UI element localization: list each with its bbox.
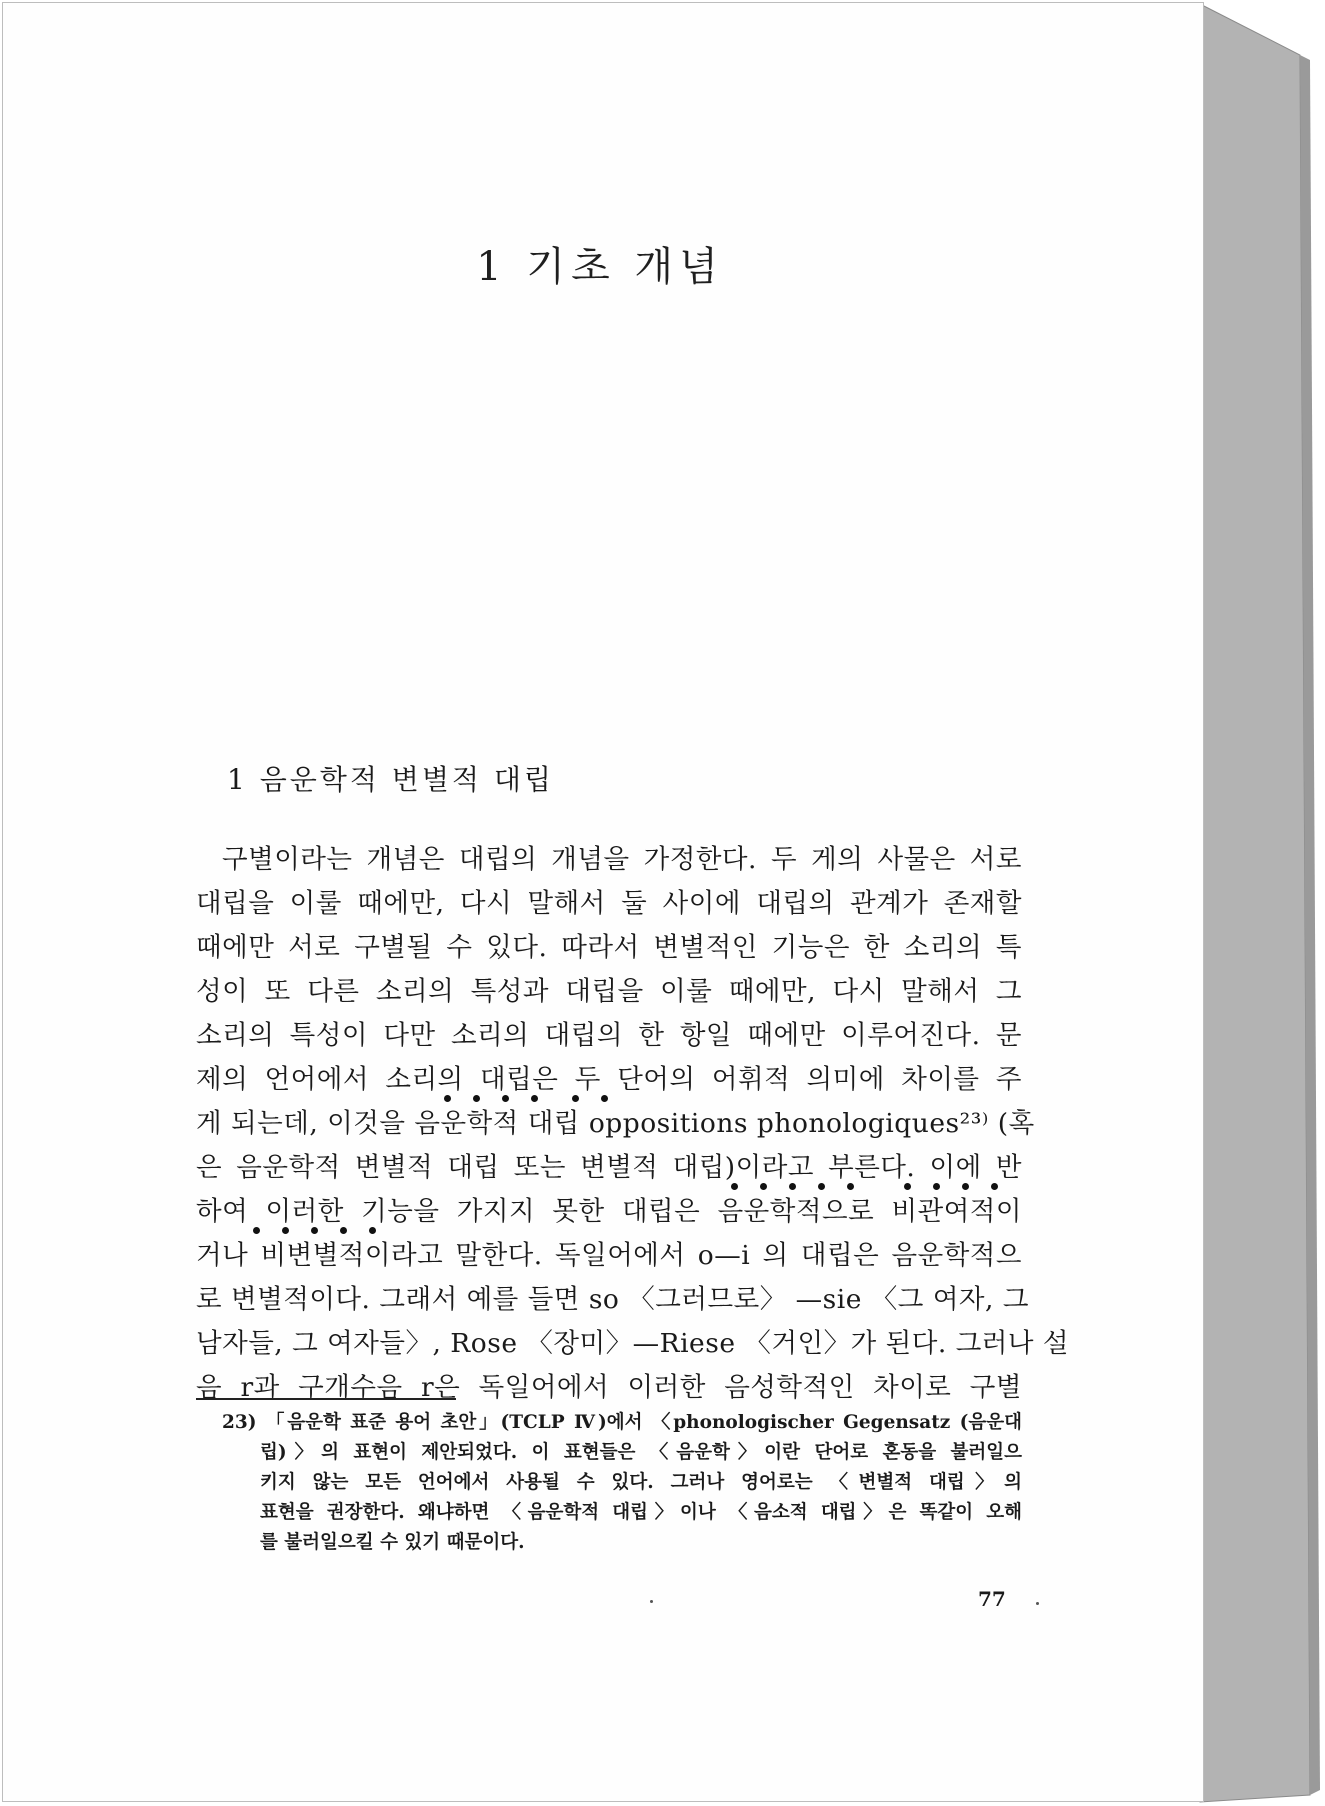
body-line: 음 r과 구개수음 r은 독일어에서 이러한 음성학적인 차이로 구별 (196, 1372, 1022, 1403)
body-line: 거나 비변별적이라고 말한다. 독일어에서 o—i 의 대립은 음운학적으 (196, 1240, 1022, 1271)
body-line: 성이 또 다른 소리의 특성과 대립을 이룰 때에만, 다시 말해서 그 (196, 976, 1022, 1007)
footnote-line: 립)〉의 표현이 제안되었다. 이 표현들은 〈음운학〉이란 단어로 혼동을 불러일으 (260, 1442, 1022, 1463)
footnote-line: 를 불러일으킬 수 있기 때문이다. (260, 1532, 525, 1553)
body-line: 남자들, 그 여자들〉, Rose 〈장미〉—Riese 〈거인〉가 된다. 그러나 설 (196, 1328, 1070, 1359)
footnote-line: 표현을 권장한다. 왜냐하면 〈음운학적 대립〉이나 〈음소적 대립〉은 똑같이 오해 (260, 1502, 1022, 1523)
body-line: 대립을 이룰 때에만, 다시 말해서 둘 사이에 대립의 관계가 존재할 (196, 888, 1022, 919)
footnote-divider (196, 1398, 456, 1400)
body-text (196, 838, 1070, 1410)
body-line: 게 되는데, 이것을 음운학적 대립 oppositions phonologiques²³⁾ (혹 (196, 1108, 1035, 1139)
chapter-title: 1 기초 개념 (476, 244, 724, 290)
scan-speck (650, 1600, 653, 1603)
scan-speck (1036, 1602, 1039, 1605)
footnotes (222, 1408, 1022, 1558)
footnote-line: 23) 「음운학 표준 용어 초안」(TCLP Ⅳ)에서 〈phonologischer Gegensatz (음운대 (222, 1412, 1022, 1433)
body-line: 은 음운학적 변별적 대립 또는 변별적 대립)이라고 부른다. 이에 반 (196, 1152, 1022, 1183)
page-number: 77 (978, 1587, 1006, 1611)
body-line: 하여 이러한 기능을 가지지 못한 대립은 음운학적으로 비관여적이 (196, 1196, 1022, 1227)
body-line: 로 변별적이다. 그래서 예를 들면 so 〈그러므로〉 —sie 〈그 여자, 그 (196, 1284, 1029, 1315)
body-line: 제의 언어에서 소리의 대립은 두 단어의 어휘적 의미에 차이를 주 (196, 1064, 1022, 1095)
body-line: 구별이라는 개념은 대립의 개념을 가정한다. 두 게의 사물은 서로 (222, 844, 1022, 875)
footnote-line: 키지 않는 모든 언어에서 사용될 수 있다. 그러나 영어로는 〈변별적 대립〉의 (260, 1472, 1022, 1493)
body-line: 소리의 특성이 다만 소리의 대립의 한 항일 때에만 이루어진다. 문 (196, 1020, 1022, 1051)
section-heading: 1 음운학적 변별적 대립 (227, 763, 554, 796)
body-line: 때에만 서로 구별될 수 있다. 따라서 변별적인 기능은 한 소리의 특 (196, 932, 1022, 963)
